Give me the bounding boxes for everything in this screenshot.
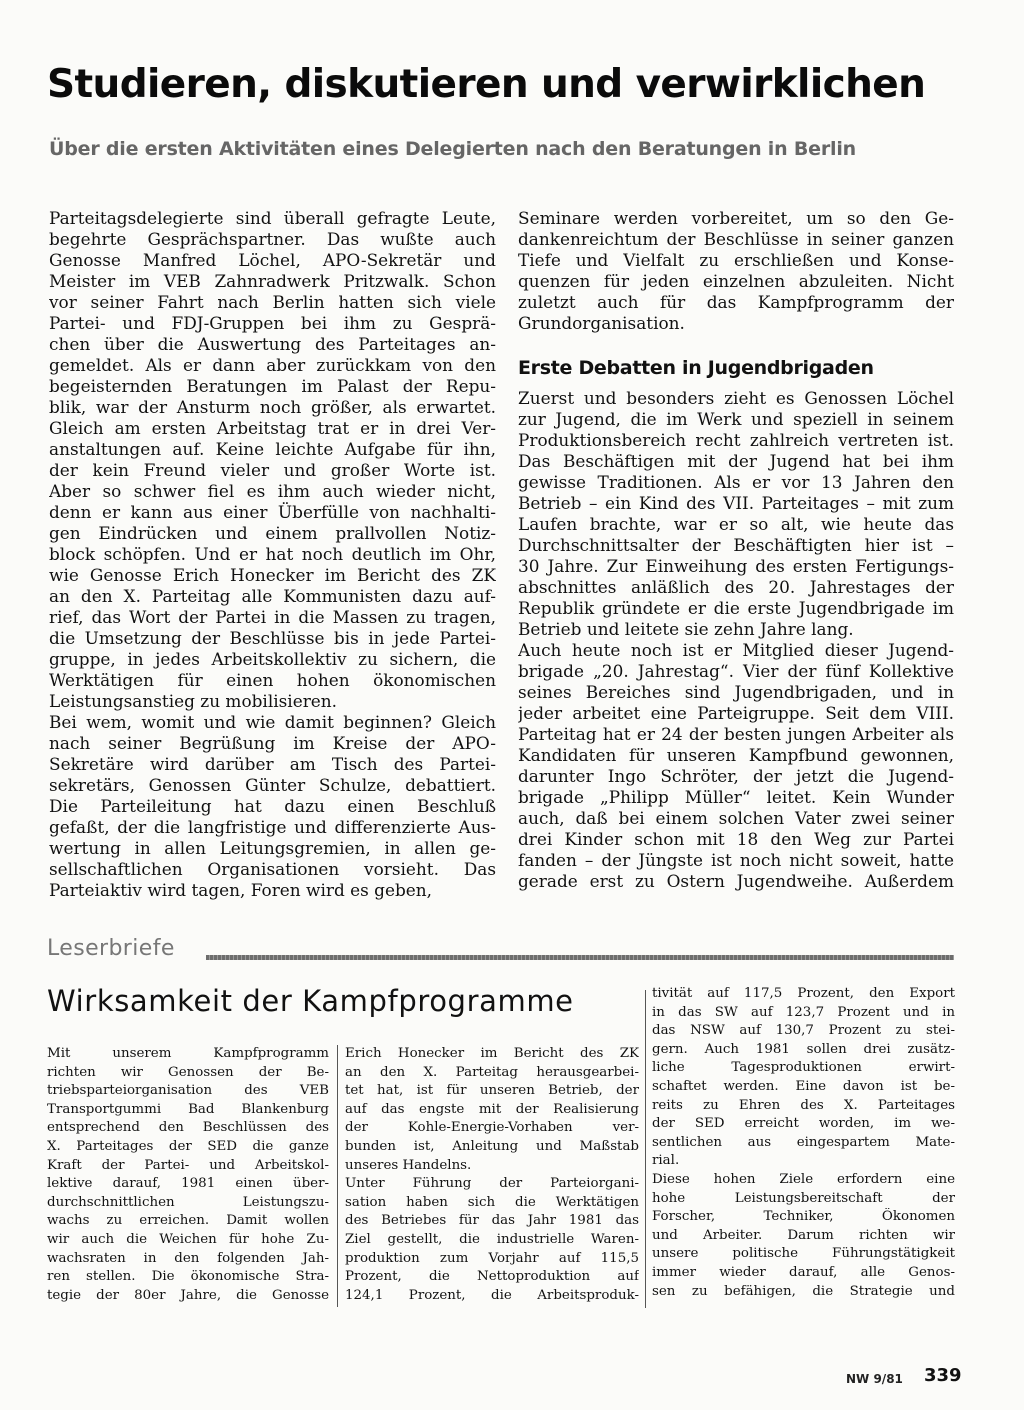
letter-title: Wirksamkeit der Kampfprogramme	[47, 984, 574, 1018]
text-line: brigade „20. Jahrestag“. Vier der fünf Kollektive	[518, 661, 954, 681]
text-line: Genosse Manfred Löchel, APO-Sekretär und	[49, 250, 496, 270]
text-line: Prozent, die Nettoproduktion auf	[345, 1269, 639, 1285]
text-line: rief, das Wort der Partei in die Massen zu tragen,	[49, 607, 496, 627]
footer-page-number: 339	[924, 1365, 962, 1386]
text-line: gewisse Traditionen. Als er vor 13 Jahren den	[518, 472, 954, 492]
text-line: der kein Freund vieler und großer Worte ist.	[49, 460, 496, 480]
text-line: schaftet werden. Eine davon ist be-	[652, 1078, 955, 1094]
text-line: wir auch die Weichen für hohe Zu-	[47, 1231, 329, 1247]
text-line: die Umsetzung der Beschlüsse bis in jede Partei-	[49, 628, 496, 648]
text-line: drei Kinder schon mit 18 den Weg zur Partei	[518, 829, 954, 849]
text-line: tet hat, ist für unseren Betrieb, der	[345, 1083, 639, 1099]
text-line: richten wir Genossen der Be-	[47, 1064, 329, 1080]
text-line: Betrieb – ein Kind des VII. Parteitages – mit zum	[518, 493, 954, 513]
text-line: und Arbeiter. Darum richten wir	[652, 1227, 955, 1243]
column-rule	[337, 1045, 338, 1307]
text-line: Ziel gestellt, die industrielle Waren-	[345, 1231, 639, 1247]
text-line: Seminare werden vorbereitet, um so den Ge-	[518, 208, 954, 228]
text-line: Das Beschäftigen mit der Jugend hat bei ihm	[518, 451, 954, 471]
text-line: Produktionsbereich recht zahlreich vertreten ist.	[518, 430, 954, 450]
text-line: Tiefe und Vielfalt zu erschließen und Konse-	[518, 250, 954, 270]
text-line: Betrieb und leitete sie zehn Jahre lang.	[518, 619, 854, 639]
text-line: immer wieder darauf, alle Genos-	[652, 1264, 955, 1280]
text-line: Grundorganisation.	[518, 313, 685, 333]
text-line: lektive darauf, 1981 einen über-	[47, 1176, 329, 1192]
text-line: Partei- und FDJ-Gruppen bei ihm zu Gesprä-	[49, 313, 496, 333]
text-line: der SED erreicht worden, im we-	[652, 1116, 955, 1132]
text-line: Bei wem, womit und wie damit beginnen? Gleich	[49, 712, 496, 732]
text-line: wachsraten in den folgenden Jah-	[47, 1250, 329, 1266]
text-line: hohe Leistungsbereitschaft der	[652, 1190, 955, 1206]
text-line: Transportgummi Bad Blankenburg	[47, 1101, 329, 1117]
text-line: rial.	[652, 1153, 680, 1169]
paragraph-gap	[518, 334, 954, 346]
text-line: Kraft der Partei- und Arbeitskol-	[47, 1157, 329, 1173]
article-column-2-intro	[518, 208, 954, 334]
text-line: Auch heute noch ist er Mitglied dieser Jugend-	[518, 640, 954, 660]
text-line: sellschaftlichen Organisationen vorsieht. Das	[49, 859, 496, 879]
text-line: block schöpfen. Und er hat noch deutlich im Ohr,	[49, 544, 496, 564]
text-line: X. Parteitages der SED die ganze	[47, 1138, 329, 1154]
text-line: Meister im VEB Zahnradwerk Pritzwalk. Schon	[49, 271, 496, 291]
text-line: begeisternden Beratungen im Palast der Repu-	[49, 376, 496, 396]
text-line: dankenreichtum der Beschlüsse in seiner ganzen	[518, 229, 954, 249]
text-line: tivität auf 117,5 Prozent, den Export	[652, 986, 955, 1001]
article-headline: Studieren, diskutieren und verwirklichen	[47, 62, 926, 107]
text-line: 30 Jahre. Zur Einweihung des ersten Fertigungs-	[518, 556, 954, 576]
letter-column-3	[652, 985, 955, 1301]
text-line: reits zu Ehren des X. Parteitages	[652, 1097, 955, 1113]
text-line: gern. Auch 1981 sollen drei zusätz-	[652, 1041, 955, 1057]
text-line: auf das engste mit der Realisierung	[345, 1101, 639, 1117]
text-line: gefaßt, der die langfristige und differenzierte Aus-	[49, 817, 496, 837]
text-line: sation haben sich die Werktätigen	[345, 1194, 639, 1210]
text-line: Parteiaktiv wird tagen, Foren wird es geben,	[49, 880, 433, 900]
text-line: zur Jugend, die im Werk und speziell in seinem	[518, 409, 954, 429]
text-line: Leistungsanstieg zu mobilisieren.	[49, 691, 338, 711]
text-line: tegie der 80er Jahre, die Genosse	[47, 1287, 329, 1303]
text-line: in das SW auf 123,7 Prozent und in	[652, 1004, 955, 1020]
section-label-leserbriefe: Leserbriefe	[47, 936, 175, 961]
text-line: sen zu befähigen, die Strategie und	[652, 1283, 955, 1299]
text-line: Aber so schwer fiel es ihm auch wieder nicht,	[49, 481, 496, 501]
text-line: wachs zu erreichen. Damit wollen	[47, 1213, 329, 1229]
article-column-2	[518, 208, 954, 892]
text-line: entsprechend den Beschlüssen des	[47, 1120, 329, 1136]
text-line: Diese hohen Ziele erfordern eine	[652, 1171, 955, 1187]
text-line: Kandidaten für unseren Kampfbund gewonnen,	[518, 745, 954, 765]
text-line: liche Tagesproduktionen erwirt-	[652, 1060, 955, 1076]
text-line: Sekretäre wird darüber am Tisch des Partei-	[49, 754, 496, 774]
text-line: Zuerst und besonders zieht es Genossen Löchel	[518, 388, 954, 408]
text-line: Werktätigen für einen hohen ökonomischen	[49, 670, 496, 690]
text-line: durchschnittlichen Leistungszu-	[47, 1194, 329, 1210]
text-line: unseres Handelns.	[345, 1157, 472, 1173]
text-line: Mit unserem Kampfprogramm	[47, 1046, 329, 1061]
text-line: fanden – der Jüngste ist noch nicht soweit, hatte	[518, 850, 954, 870]
text-line: Die Parteileitung hat dazu einen Beschluß	[49, 796, 496, 816]
article-column-2-body	[518, 388, 954, 892]
text-line: an den X. Parteitag herausgearbei-	[345, 1064, 639, 1080]
text-line: wie Genosse Erich Honecker im Bericht des ZK	[49, 565, 496, 585]
text-line: Unter Führung der Parteiorgani-	[345, 1176, 639, 1192]
text-line: jeder arbeitet eine Parteigruppe. Seit dem VIII.	[518, 703, 954, 723]
letter-column-2	[345, 1045, 639, 1305]
text-line: abschnittes anläßlich des 20. Jahrestages der	[518, 577, 954, 597]
text-line: triebsparteiorganisation des VEB	[47, 1083, 329, 1099]
text-line: blik, war der Ansturm noch größer, als erwartet.	[49, 397, 496, 417]
text-line: Parteitagsdelegierte sind überall gefragte Leute,	[49, 208, 496, 228]
text-line: gerade erst zu Ostern Jugendweihe. Außerdem	[518, 871, 954, 891]
section-rule	[206, 955, 954, 960]
text-line: anstaltungen auf. Keine leichte Aufgabe für ihn,	[49, 439, 496, 459]
text-line: Parteitag hat er 24 der besten jungen Arbeiter als	[518, 724, 954, 744]
text-line: darunter Ingo Schröter, der jetzt die Jugend-	[518, 766, 954, 786]
text-line: ren stellen. Die ökonomische Stra-	[47, 1269, 329, 1285]
text-line: an den X. Parteitag alle Kommunisten dazu auf-	[49, 586, 496, 606]
text-line: gruppe, in jedes Arbeitskollektiv zu sichern, die	[49, 649, 496, 669]
text-line: denn er kann aus einer Überfülle von nachhalti-	[49, 502, 496, 522]
text-line: wertung in allen Leitungsgremien, in allen ge-	[49, 838, 496, 858]
text-line: gen Eindrücken und einem prallvollen Notiz-	[49, 523, 496, 543]
letter-column-1	[47, 1045, 329, 1305]
text-line: Durchschnittsalter der Beschäftigten hier ist –	[518, 535, 954, 555]
article-subhead: Erste Debatten in Jugendbrigaden	[518, 357, 874, 379]
text-line: 124,1 Prozent, die Arbeitsproduk-	[345, 1287, 639, 1303]
text-line: quenzen für jeden einzelnen abzuleiten. Nicht	[518, 271, 954, 291]
article-subheadline: Über die ersten Aktivitäten eines Delegierten nach den Beratungen in Berlin	[49, 138, 856, 160]
text-line: vor seiner Fahrt nach Berlin hatten sich viele	[49, 292, 496, 312]
text-line: Republik gründete er die erste Jugendbrigade im	[518, 598, 954, 618]
text-line: sentlichen aus eingespartem Mate-	[652, 1134, 955, 1150]
text-line: Gleich am ersten Arbeitstag trat er in drei Ver-	[49, 418, 496, 438]
text-line: das NSW auf 130,7 Prozent zu stei-	[652, 1023, 955, 1039]
article-column-1	[49, 208, 496, 901]
text-line: zuletzt auch für das Kampfprogramm der	[518, 292, 954, 312]
text-line: bunden ist, Anleitung und Maßstab	[345, 1138, 639, 1154]
text-line: Laufen brachte, war er so alt, wie heute das	[518, 514, 954, 534]
text-line: sekretärs, Genossen Günter Schulze, debattiert.	[49, 775, 496, 795]
text-line: des Betriebes für das Jahr 1981 das	[345, 1213, 639, 1229]
text-line: brigade „Philipp Müller“ leitet. Kein Wunder	[518, 787, 954, 807]
column-rule	[645, 990, 646, 1308]
footer-magazine-issue: NW 9/81	[846, 1372, 903, 1386]
text-line: chen über die Auswertung des Parteitages an-	[49, 334, 496, 354]
text-line: Erich Honecker im Bericht des ZK	[345, 1046, 639, 1061]
text-line: auch, daß bei einem solchen Vater zwei seiner	[518, 808, 954, 828]
text-line: Forscher, Techniker, Ökonomen	[652, 1209, 955, 1225]
text-line: seines Bereiches sind Jugendbrigaden, und in	[518, 682, 954, 702]
text-line: begehrte Gesprächspartner. Das wußte auch	[49, 229, 496, 249]
text-line: produktion zum Vorjahr auf 115,5	[345, 1250, 639, 1266]
text-line: der Kohle-Energie-Vorhaben ver-	[345, 1120, 639, 1136]
text-line: nach seiner Begrüßung im Kreise der APO-	[49, 733, 496, 753]
text-line: unsere politische Führungstätigkeit	[652, 1246, 955, 1262]
text-line: gemeldet. Als er dann aber zurückkam von den	[49, 355, 496, 375]
